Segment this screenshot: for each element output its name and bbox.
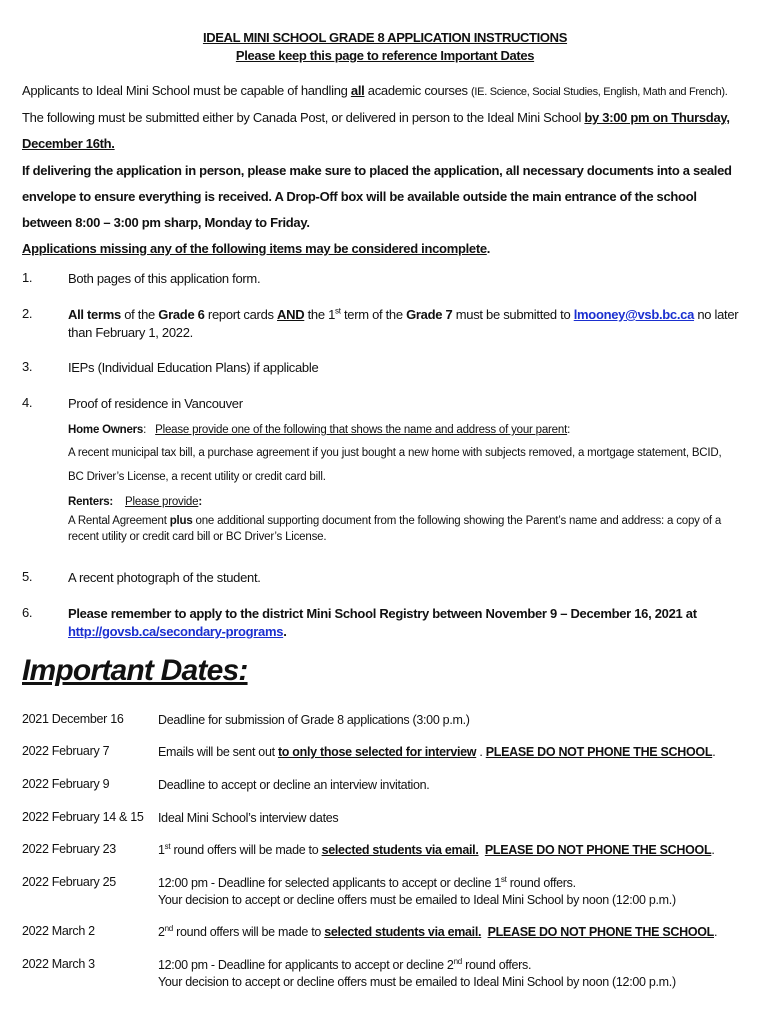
date-label: 2021 December 16: [22, 712, 124, 726]
date-event: 12:00 pm - Deadline for selected applicants to accept or decline 1st round offers. Your decision to accept or decline offers must be emailed to Ideal Mini School by noon (12:00 p.m.): [158, 874, 676, 907]
intro-paragraph-3-line-2: envelope to ensure everything is received. A Drop-Off box will be available outside the main entrance of the school: [22, 189, 697, 204]
item-number: 4.: [22, 395, 33, 410]
date-event: Emails will be sent out to only those selected for interview . PLEASE DO NOT PHONE THE SCHOOL.: [158, 745, 716, 759]
item-ieps: IEPs (Individual Education Plans) if applicable: [68, 360, 319, 375]
date-label: 2022 March 2: [22, 924, 95, 938]
item-number: 6.: [22, 605, 33, 620]
item-application-form: Both pages of this application form.: [68, 271, 261, 286]
date-label: 2022 February 7: [22, 744, 110, 758]
intro-paragraph-2-deadline: December 16th.: [22, 136, 115, 151]
item-photograph: A recent photograph of the student.: [68, 570, 261, 585]
intro-paragraph-1: Applicants to Ideal Mini School must be capable of handling all academic courses (IE. Science, Social Studies, English, Math and French).: [22, 83, 728, 98]
date-label: 2022 February 14 & 15: [22, 810, 144, 824]
document-title: IDEAL MINI SCHOOL GRADE 8 APPLICATION INSTRUCTIONS: [202, 30, 568, 45]
renters-heading: Renters: Please provide:: [68, 496, 202, 508]
intro-paragraph-3-line-1: If delivering the application in person, please make sure to placed the application, all necessary documents into a sealed: [22, 163, 732, 178]
date-label: 2022 February 25: [22, 875, 116, 889]
item-number: 1.: [22, 270, 33, 285]
home-owners-heading: Home Owners: Please provide one of the following that shows the name and address of your parent:: [68, 424, 571, 436]
item-number: 2.: [22, 306, 33, 321]
registry-link[interactable]: http://govsb.ca/secondary-programs: [68, 624, 284, 639]
date-event: 2nd round offers will be made to selected students via email. PLEASE DO NOT PHONE THE SCHOOL.: [158, 923, 718, 939]
item-report-cards: All terms of the Grade 6 report cards AND the 1st term of the Grade 7 must be submitted to lmooney@vsb.bc.ca no later than February 1, 2022.: [68, 306, 739, 340]
incomplete-warning: Applications missing any of the following items may be considered incomplete.: [22, 241, 491, 256]
intro-paragraph-2: The following must be submitted either by Canada Post, or delivered in person to the Ideal Mini School by 3:00 pm on Thursday,: [22, 110, 730, 125]
important-dates-heading: Important Dates:: [22, 654, 248, 687]
home-owners-detail-2: BC Driver’s License, a recent utility or credit card bill.: [68, 471, 326, 483]
date-event: 1st round offers will be made to selected students via email. PLEASE DO NOT PHONE THE SCHOOL.: [158, 841, 715, 857]
date-event: 12:00 pm - Deadline for applicants to accept or decline 2nd round offers. Your decision to accept or decline offers must be emailed to Ideal Mini School by noon (12:00 p.m.): [158, 956, 676, 989]
intro-paragraph-3-line-3: between 8:00 – 3:00 pm sharp, Monday to Friday.: [22, 215, 310, 230]
item-number: 3.: [22, 359, 33, 374]
item-number: 5.: [22, 569, 33, 584]
email-link[interactable]: lmooney@vsb.bc.ca: [573, 307, 695, 322]
date-label: 2022 February 23: [22, 842, 116, 856]
document-subtitle: Please keep this page to reference Important Dates: [235, 48, 535, 63]
date-event: Deadline to accept or decline an interview invitation.: [158, 778, 430, 792]
item-registry-reminder: Please remember to apply to the district Mini School Registry between November 9 – December 16, 2021 at http://govsb.ca/secondary-programs.: [68, 606, 697, 639]
renters-detail: A Rental Agreement plus one additional supporting document from the following showing the Parent’s name and address: a copy of a recent utility or credit card bill or BC Driver’s License.: [68, 515, 722, 543]
date-event: Deadline for submission of Grade 8 applications (3:00 p.m.): [158, 713, 470, 727]
date-label: 2022 February 9: [22, 777, 110, 791]
date-label: 2022 March 3: [22, 957, 95, 971]
home-owners-detail-1: A recent municipal tax bill, a purchase agreement if you just bought a new home with subjects removed, a mortgage statement, BCID,: [68, 447, 722, 459]
item-proof-of-residence: Proof of residence in Vancouver: [68, 396, 243, 411]
date-event: Ideal Mini School’s interview dates: [158, 811, 339, 825]
